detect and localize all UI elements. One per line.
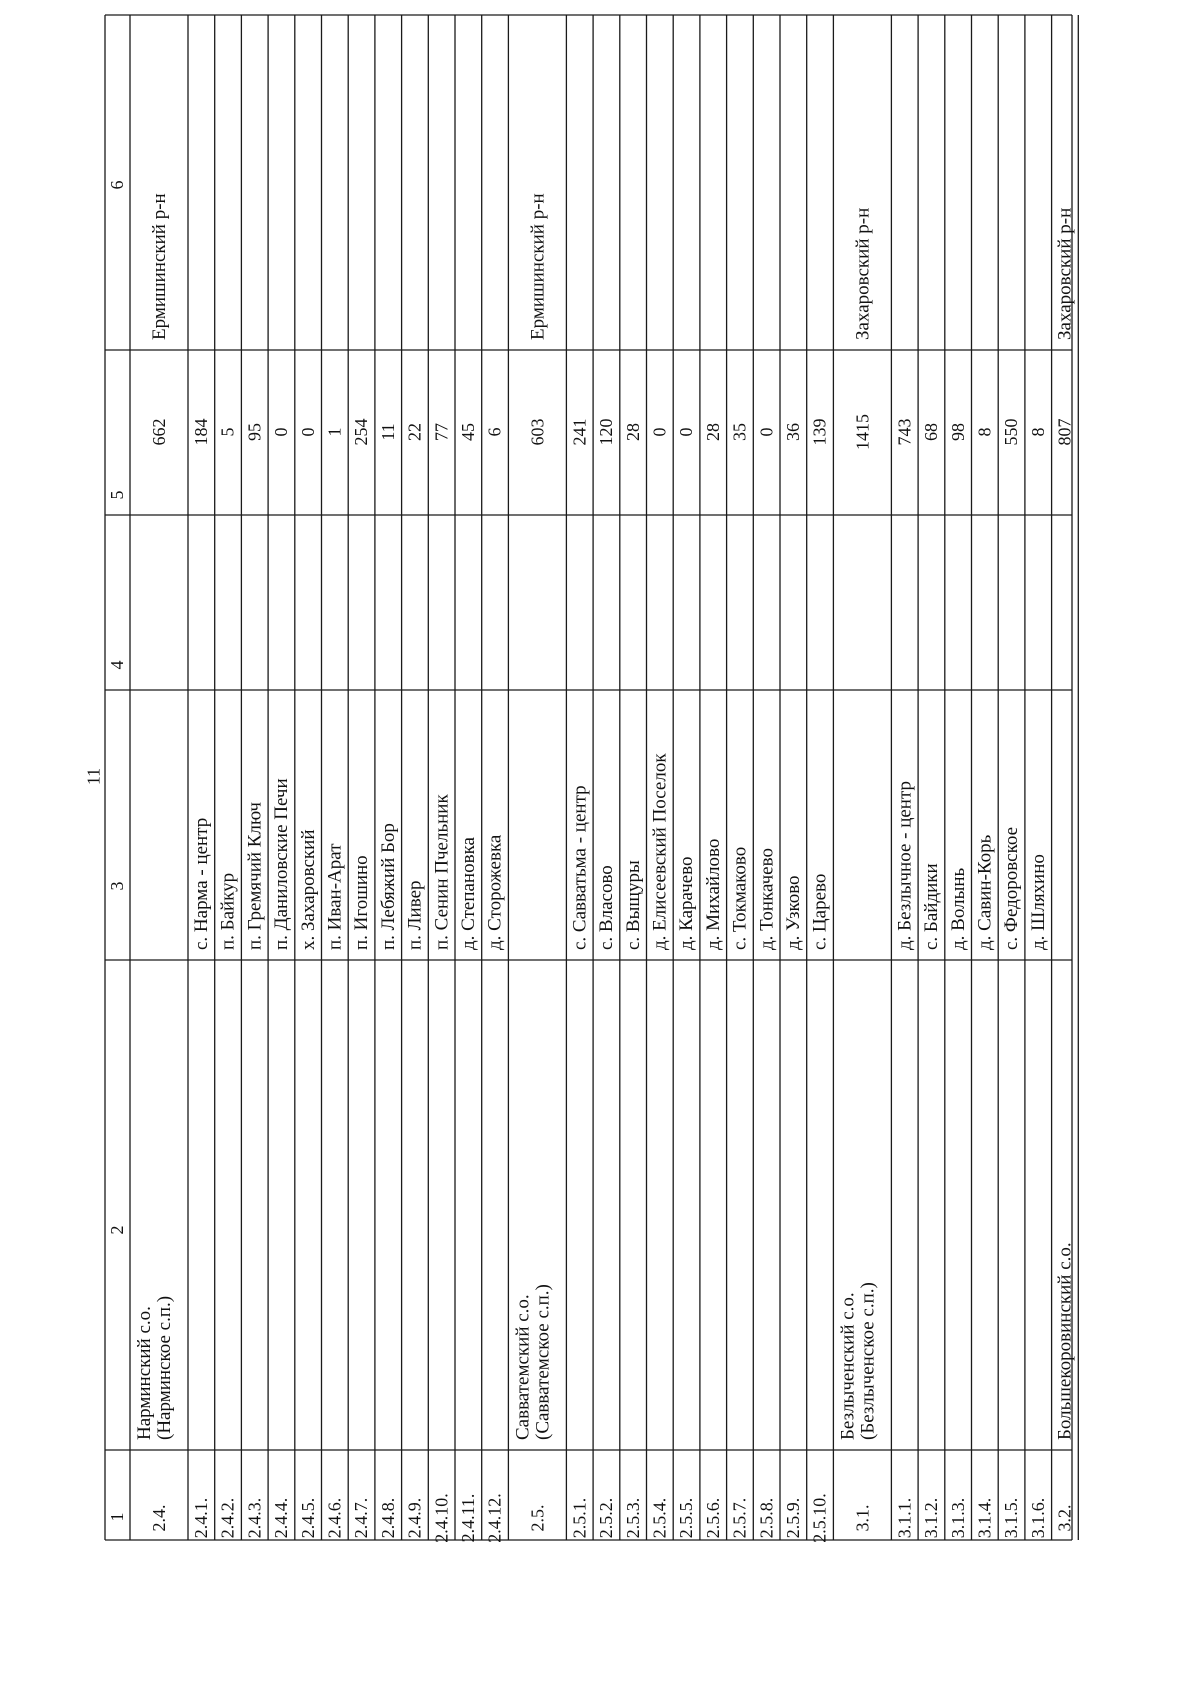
settlement-name: д. Михайлово (702, 838, 724, 950)
row-number: 2.4.5. (297, 1497, 318, 1539)
population-value: 139 (809, 418, 830, 446)
population-value: 0 (297, 427, 318, 437)
row-number: 3.1.5. (1001, 1497, 1022, 1539)
subdivision-name: (Безлыченское с.п.) (857, 1282, 879, 1440)
population-value: 603 (527, 418, 548, 446)
subdivision-name: (Нарминское с.п.) (154, 1295, 175, 1440)
population-value: 184 (191, 418, 211, 446)
row-number: 3.1.1. (894, 1497, 915, 1539)
population-value: 36 (783, 423, 803, 441)
settlement-name: с. Нарма - центр (191, 817, 212, 950)
row-number: 2.5.9. (783, 1497, 803, 1539)
row-number: 2.5.5. (676, 1497, 697, 1539)
district-name: Захаровский р-н (852, 207, 874, 340)
column-header-3: 3 (107, 881, 127, 891)
settlement-name: д. Савин-Корь (974, 834, 996, 950)
settlement-name: с. Царево (809, 873, 831, 950)
settlement-name: с. Токмаково (729, 846, 751, 950)
row-number: 3.1.3. (947, 1497, 968, 1539)
settlement-name: д. Карачево (676, 856, 698, 950)
settlement-name: п. Байкур (217, 872, 239, 950)
row-number: 3.1.4. (974, 1497, 995, 1539)
settlement-name: с. Савватьма - центр (569, 785, 591, 950)
population-value: 0 (271, 427, 292, 437)
population-value: 1415 (852, 414, 873, 450)
population-value: 0 (676, 427, 697, 437)
population-value: 0 (649, 427, 670, 437)
row-number: 2.4.7. (351, 1497, 372, 1539)
row-number: 2.4.10. (431, 1493, 452, 1543)
population-value: 68 (921, 423, 942, 441)
column-header-6: 6 (107, 180, 127, 190)
population-value: 77 (431, 423, 452, 441)
row-number: 2.4.3. (244, 1497, 265, 1539)
settlement-name: п. Игошино (351, 855, 373, 950)
row-number: 2.4.11. (458, 1493, 478, 1543)
row-number: 2.4. (149, 1504, 169, 1532)
population-value: 8 (1027, 427, 1048, 437)
population-value: 28 (702, 423, 723, 441)
row-number: 2.5. (527, 1504, 548, 1532)
row-number: 2.5.1. (569, 1497, 590, 1539)
population-value: 8 (974, 427, 995, 437)
settlement-name: д. Безлычное - центр (894, 780, 916, 950)
population-value: 98 (947, 423, 968, 441)
settlement-name: п. Гремячий Ключ (244, 802, 266, 950)
column-header-1: 1 (107, 1512, 127, 1522)
population-value: 22 (404, 423, 425, 441)
subdivision-name: Савватемский с.о. (512, 1294, 534, 1440)
row-number: 2.5.8. (756, 1497, 777, 1539)
row-number: 3.1.6. (1027, 1497, 1048, 1539)
settlement-name: п. Ливер (404, 880, 426, 950)
column-header-5: 5 (107, 490, 127, 500)
row-number: 2.4.2. (217, 1497, 238, 1539)
row-number: 2.5.4. (649, 1497, 670, 1539)
subdivision-name: Большекоровинский с.о. (1054, 1242, 1076, 1440)
row-number: 2.5.6. (702, 1497, 723, 1539)
population-value: 11 (377, 423, 398, 441)
population-value: 28 (622, 423, 643, 441)
population-value: 120 (596, 418, 617, 446)
row-number: 2.5.7. (729, 1497, 750, 1539)
row-number: 3.1.2. (921, 1497, 942, 1539)
population-value: 254 (351, 418, 372, 446)
row-number: 2.4.8. (377, 1497, 398, 1539)
settlement-name: п. Даниловские Печи (271, 778, 293, 950)
population-value: 743 (894, 418, 915, 446)
population-value: 1 (324, 427, 345, 437)
row-number: 2.5.2. (596, 1497, 617, 1539)
settlement-name: д. Тонкачево (756, 848, 778, 950)
subdivision-name: Безлыченский с.о. (837, 1292, 859, 1440)
row-number: 2.4.12. (484, 1493, 505, 1543)
population-value: 241 (569, 418, 590, 446)
subdivision-name: Нарминский с.о. (134, 1306, 155, 1440)
page-number: 11 (83, 767, 104, 786)
row-number: 3.2. (1054, 1504, 1075, 1532)
district-name: Ермишинский р-н (149, 193, 170, 340)
population-value: 5 (217, 427, 238, 437)
row-number: 3.1. (852, 1504, 873, 1532)
population-value: 807 (1054, 418, 1075, 446)
settlement-name: д. Степановка (458, 837, 479, 950)
settlement-name: д. Сторожевка (484, 834, 506, 950)
row-number: 2.4.4. (271, 1497, 292, 1539)
row-number: 2.5.10. (809, 1493, 830, 1543)
settlement-name: х. Захаровский (297, 829, 319, 950)
row-number: 2.5.3. (622, 1497, 643, 1539)
settlement-name: д. Шляхино (1027, 854, 1049, 950)
settlement-name: с. Власово (596, 865, 618, 950)
settlement-name: с. Байдики (921, 863, 943, 950)
district-name: Захаровский р-н (1054, 207, 1076, 340)
population-value: 662 (149, 418, 169, 446)
settlement-name: д. Волынь (947, 867, 969, 950)
settlement-name: п. Иван-Арат (324, 843, 346, 950)
settlement-name: д. Узково (783, 875, 804, 950)
population-value: 0 (756, 427, 777, 437)
row-number: 2.4.6. (324, 1497, 345, 1539)
settlement-name: д. Елисеевский Поселок (649, 753, 671, 950)
population-value: 45 (458, 423, 478, 441)
population-value: 550 (1001, 418, 1022, 446)
subdivision-name: (Савватемское с.п.) (532, 1284, 554, 1440)
column-header-2: 2 (107, 1225, 127, 1235)
settlement-name: п. Сенин Пчельник (431, 794, 453, 950)
population-value: 6 (484, 427, 505, 437)
population-value: 35 (729, 423, 750, 441)
population-value: 95 (244, 423, 265, 441)
district-name: Ермишинский р-н (527, 193, 549, 340)
row-number: 2.4.1. (191, 1497, 211, 1539)
column-header-4: 4 (107, 660, 127, 670)
row-number: 2.4.9. (404, 1497, 425, 1539)
settlement-name: п. Лебяжий Бор (377, 823, 399, 950)
settlement-name: с. Федоровское (1001, 826, 1023, 950)
settlement-name: с. Выщуры (622, 860, 644, 950)
